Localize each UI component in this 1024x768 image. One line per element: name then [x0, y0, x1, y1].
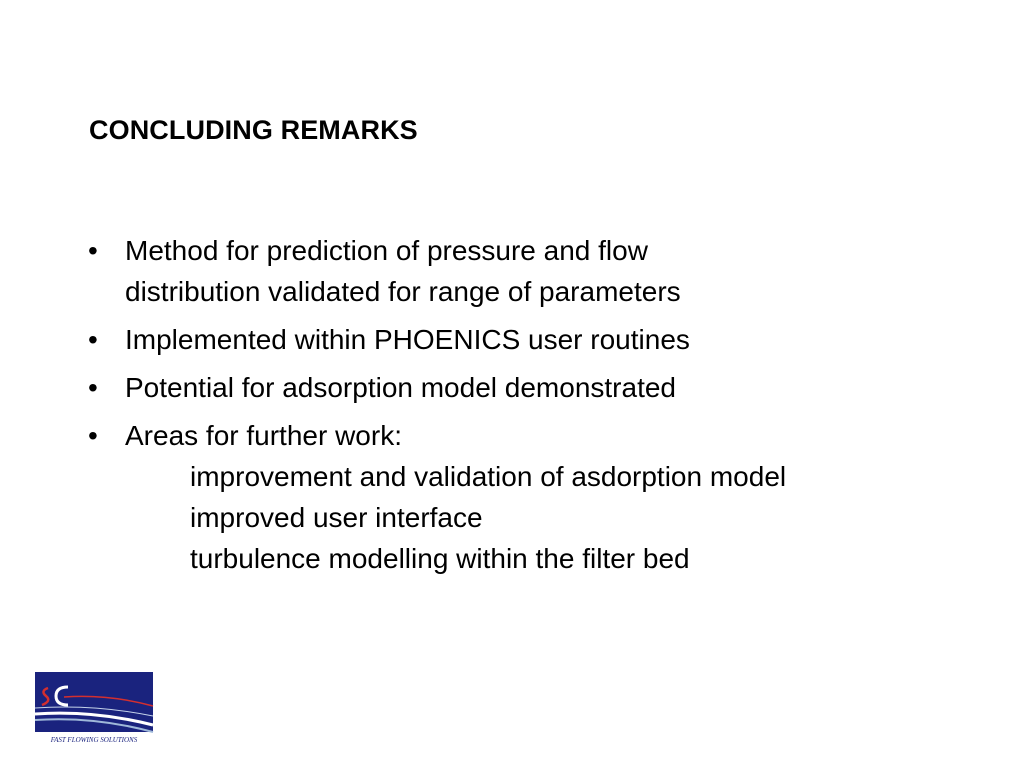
bullet-marker: •: [88, 235, 98, 266]
bullet-text-line: distribution validated for range of parameters: [125, 276, 681, 307]
bullet-text-line: Implemented within PHOENICS user routines: [125, 324, 690, 355]
logo-caption: FAST FLOWING SOLUTIONS: [50, 736, 138, 744]
bullet-text-line: Potential for adsorption model demonstrated: [125, 372, 676, 403]
slide-title: CONCLUDING REMARKS: [89, 115, 418, 145]
bullet-list: [88, 230, 988, 586]
sub-item: improved user interface: [190, 502, 483, 533]
bullet-item: [88, 230, 988, 312]
bullet-text-line: Method for prediction of pressure and flow: [125, 235, 648, 266]
bullet-marker: •: [88, 420, 98, 451]
sub-item: improvement and validation of asdorption model: [190, 461, 787, 492]
bullet-marker: •: [88, 324, 98, 355]
bullet-marker: •: [88, 372, 98, 403]
bullet-text-line: Areas for further work:: [125, 420, 402, 451]
company-logo: [34, 670, 154, 746]
bullet-item: [88, 367, 988, 408]
logo-graphic: [34, 670, 154, 746]
bullet-item: [88, 415, 988, 579]
sub-item: turbulence modelling within the filter bed: [190, 543, 690, 574]
bullet-item: [88, 319, 988, 360]
